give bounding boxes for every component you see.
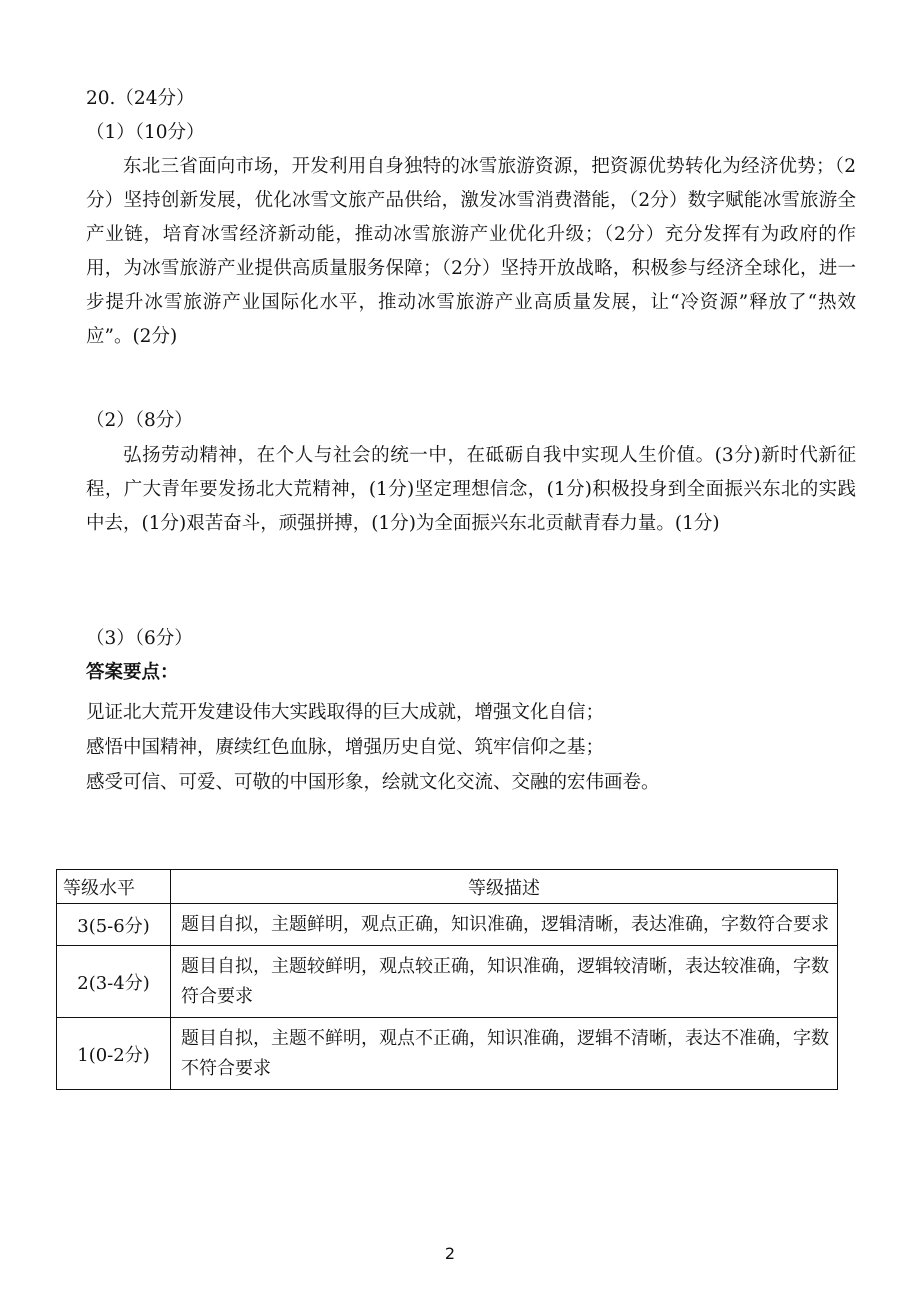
rubric-level: 3(5-6分) (57, 904, 171, 946)
page-number: 2 (444, 1244, 456, 1263)
rubric-description: 题目自拟，主题鲜明，观点正确，知识准确，逻辑清晰，表达准确，字数符合要求 (171, 904, 838, 946)
rubric-level: 1(0-2分) (57, 1018, 171, 1090)
table-row (57, 904, 838, 946)
grading-rubric-table (56, 869, 838, 1090)
question-20-header: 20.（24分） (86, 88, 195, 109)
part-2-answer: 弘扬劳动精神，在个人与社会的统一中，在砥砺自我中实现人生价值。(3分)新时代新征程，广大青年要发扬北大荒精神，(1分)坚定理想信念，(1分)积极投身到全面振兴东北的实践中去，(1分)艰苦奋斗，顽强拼搏，(1分)为全面振兴东北贡献青春力量。(1分) (86, 445, 856, 534)
part-2-label: （2）（8分） (86, 410, 193, 431)
key-point-2: 感悟中国精神，赓续红色血脉，增强历史自觉、筑牢信仰之基； (86, 737, 605, 758)
rubric-header-level: 等级水平 (57, 870, 171, 904)
part-3-label: （3）（6分） (86, 628, 193, 649)
key-point-3: 感受可信、可爱、可敬的中国形象，绘就文化交流、交融的宏伟画卷。 (86, 772, 660, 793)
part-1-answer: 东北三省面向市场，开发利用自身独特的冰雪旅游资源，把资源优势转化为经济优势；（2分）坚持创新发展，优化冰雪文旅产品供给，激发冰雪消费潜能，（2分）数字赋能冰雪旅游全产业链，培育冰雪经济新动能，推动冰雪旅游产业优化升级；（2分）充分发挥有为政府的作用，为冰雪旅游产业提供高质量服务保障；（2分）坚持开放战略，积极参与经济全球化，进一步提升冰雪旅游产业国际化水平，推动冰雪旅游产业高质量发展，让“冷资源”释放了“热效应”。(2分) (86, 156, 856, 347)
key-points-title: 答案要点： (86, 662, 179, 683)
rubric-header-description: 等级描述 (171, 870, 838, 904)
rubric-description: 题目自拟，主题不鲜明，观点不正确，知识准确，逻辑不清晰，表达不准确，字数不符合要求 (171, 1018, 838, 1090)
rubric-header-row (57, 870, 838, 904)
table-row (57, 1018, 838, 1090)
rubric-level: 2(3-4分) (57, 946, 171, 1018)
key-point-1: 见证北大荒开发建设伟大实践取得的巨大成就，增强文化自信； (86, 702, 605, 723)
rubric-description: 题目自拟，主题较鲜明，观点较正确，知识准确，逻辑较清晰，表达较准确，字数符合要求 (171, 946, 838, 1018)
part-1-label: （1）（10分） (86, 122, 205, 143)
table-row (57, 946, 838, 1018)
